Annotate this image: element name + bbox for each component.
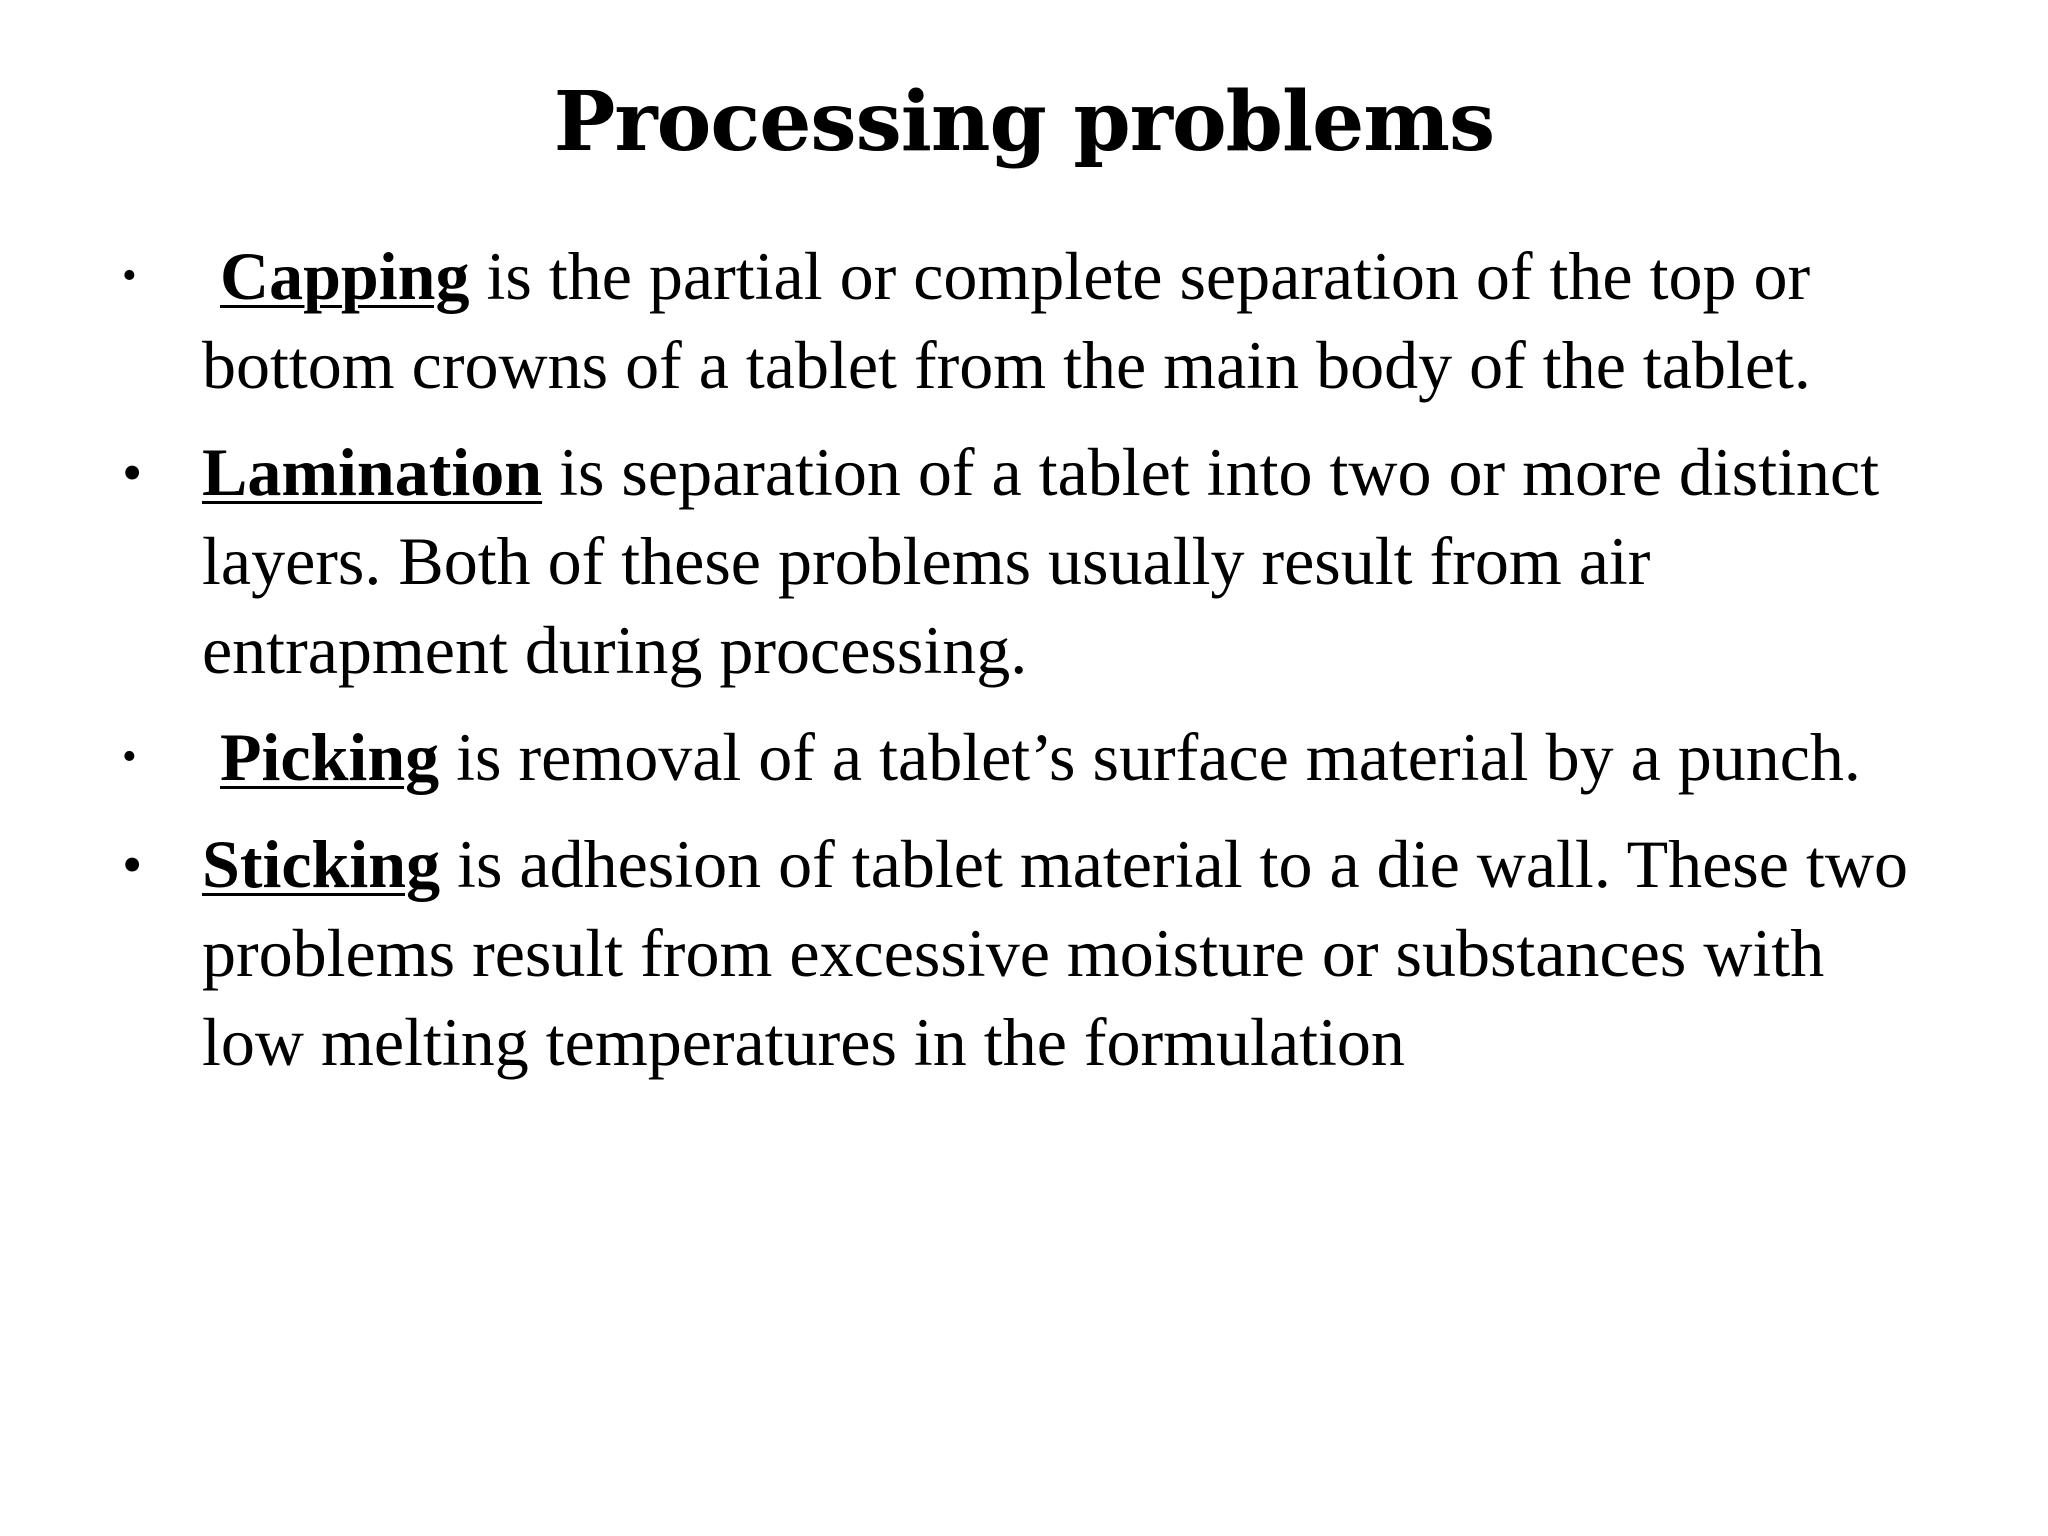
term-sticking: Sticking bbox=[202, 826, 441, 902]
bullet-dot-icon: • bbox=[122, 734, 137, 780]
definition-picking: is removal of a tablet’s surface material by a punch. bbox=[439, 719, 1861, 795]
bullet-sticking bbox=[120, 820, 1940, 1087]
bullet-dot-icon: • bbox=[122, 440, 143, 505]
definition-capping: is the partial or complete separation of the top or bottom crowns of a tablet from the main body of the tablet. bbox=[202, 238, 1811, 403]
term-capping: Capping bbox=[220, 238, 470, 314]
slide-title: Processing problems bbox=[553, 74, 1495, 170]
bullet-lead-space bbox=[202, 719, 220, 795]
definition-lamination: is separation of a tablet into two or more distinct layers. Both of these problems usually result from air entrapment during processing. bbox=[202, 434, 1880, 688]
bullet-dot-icon: • bbox=[122, 832, 143, 897]
bullet-lead-space bbox=[202, 238, 220, 314]
term-picking: Picking bbox=[220, 719, 440, 795]
term-lamination: Lamination bbox=[202, 434, 543, 510]
definition-sticking: is adhesion of tablet material to a die wall. These two problems result from excessive moisture or substances with low melting temperatures in the formulation bbox=[202, 826, 1908, 1080]
bullet-lamination bbox=[120, 428, 1940, 695]
bullet-dot-icon: • bbox=[122, 253, 137, 299]
bullet-picking bbox=[120, 713, 1940, 802]
bullet-capping bbox=[120, 232, 1940, 410]
bullet-list bbox=[120, 232, 1940, 1105]
